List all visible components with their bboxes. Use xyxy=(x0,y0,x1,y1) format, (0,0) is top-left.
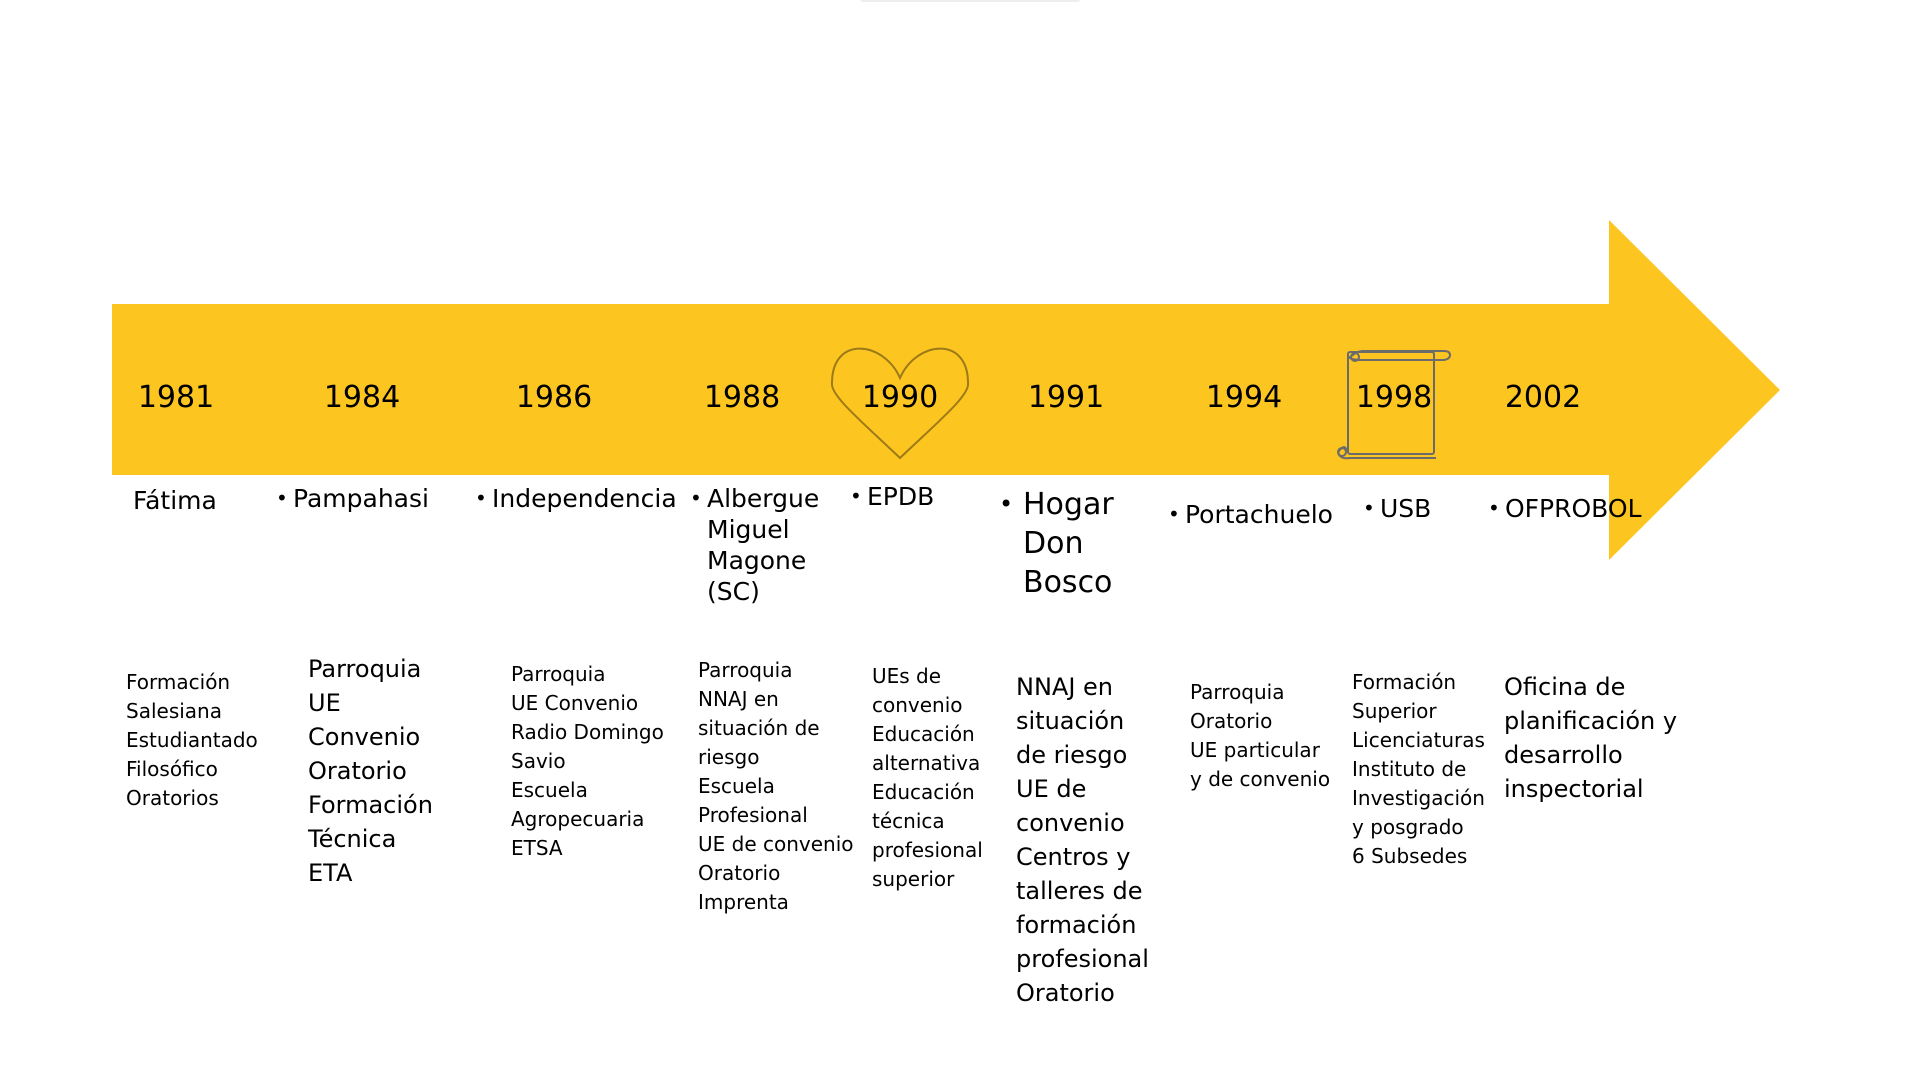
detail-line: formación xyxy=(1016,911,1137,939)
timeline-details xyxy=(872,662,983,894)
bullet-icon: • xyxy=(1363,496,1375,520)
detail-line: técnica xyxy=(872,809,945,833)
detail-line: Parroquia xyxy=(1190,680,1285,704)
timeline-year: 1984 xyxy=(323,380,401,415)
detail-line: inspectorial xyxy=(1504,775,1644,803)
bullet-icon: • xyxy=(1168,502,1180,526)
timeline-year: 1994 xyxy=(1205,380,1283,415)
timeline-place xyxy=(276,483,429,514)
detail-line: Savio xyxy=(511,749,566,773)
place-line: Pampahasi xyxy=(293,484,429,513)
detail-line: situación de xyxy=(698,716,820,740)
detail-line: Formación xyxy=(126,670,231,694)
detail-line: UE de convenio xyxy=(698,832,854,856)
place-line: USB xyxy=(1380,494,1432,523)
timeline-place xyxy=(850,481,935,512)
detail-line: UE xyxy=(308,689,341,717)
detail-line: desarrollo xyxy=(1504,741,1623,769)
place-line: Miguel xyxy=(707,515,790,544)
detail-line: UE de xyxy=(1016,775,1087,803)
detail-line: Oratorio xyxy=(1016,979,1115,1007)
detail-line: Agropecuaria xyxy=(511,807,645,831)
detail-line: Superior xyxy=(1352,699,1437,723)
detail-line: Educación xyxy=(872,722,975,746)
place-line: EPDB xyxy=(867,482,935,511)
timeline-details xyxy=(308,652,433,890)
detail-line: talleres de xyxy=(1016,877,1143,905)
detail-line: UEs de xyxy=(872,664,942,688)
detail-line: Salesiana xyxy=(126,699,222,723)
timeline-year: 1986 xyxy=(515,380,593,415)
timeline-place xyxy=(133,485,217,516)
detail-line: Oratorio xyxy=(698,861,781,885)
timeline-details xyxy=(1352,668,1485,871)
detail-line: y posgrado xyxy=(1352,815,1464,839)
detail-line: ETA xyxy=(308,859,353,887)
detail-line: Oratorio xyxy=(308,757,407,785)
place-line: Portachuelo xyxy=(1185,500,1333,529)
place-line: Magone xyxy=(707,546,807,575)
place-line: OFPROBOL xyxy=(1505,494,1642,523)
detail-line: de riesgo xyxy=(1016,741,1128,769)
timeline-year: 2002 xyxy=(1504,380,1582,415)
detail-line: alternativa xyxy=(872,751,981,775)
timeline-place xyxy=(1488,493,1642,524)
detail-line: Formación xyxy=(308,791,433,819)
detail-line: Imprenta xyxy=(698,890,789,914)
detail-line: Filosófico xyxy=(126,757,218,781)
detail-line: Oficina de xyxy=(1504,673,1626,701)
place-line: (SC) xyxy=(707,577,760,606)
place-line: Independencia xyxy=(492,484,677,513)
timeline-details xyxy=(1190,678,1330,794)
detail-line: Oratorio xyxy=(1190,709,1273,733)
detail-line: Formación xyxy=(1352,670,1457,694)
detail-line: convenio xyxy=(1016,809,1125,837)
timeline-details xyxy=(126,668,258,813)
timeline-place xyxy=(999,485,1114,602)
timeline-details xyxy=(1016,670,1149,1010)
detail-line: Escuela xyxy=(698,774,775,798)
detail-line: UE Convenio xyxy=(511,691,639,715)
timeline-details xyxy=(698,656,854,917)
detail-line: Investigación xyxy=(1352,786,1485,810)
bullet-icon: • xyxy=(999,490,1014,518)
timeline-year: 1990 xyxy=(861,380,939,415)
detail-line: 6 Subsedes xyxy=(1352,844,1468,868)
timeline-year: 1998 xyxy=(1355,380,1433,415)
detail-line: Oratorios xyxy=(126,786,219,810)
bullet-icon: • xyxy=(475,486,487,510)
place-line: Bosco xyxy=(1023,565,1113,600)
detail-line: Radio Domingo xyxy=(511,720,664,744)
place-line: Albergue xyxy=(707,484,820,513)
detail-line: superior xyxy=(872,867,955,891)
detail-line: Instituto de xyxy=(1352,757,1467,781)
bullet-icon: • xyxy=(1488,496,1500,520)
detail-line: Estudiantado xyxy=(126,728,258,752)
place-line: Fátima xyxy=(133,486,217,515)
timeline-place xyxy=(1363,493,1432,524)
place-line: Don xyxy=(1023,526,1084,561)
detail-line: riesgo xyxy=(698,745,760,769)
detail-line: planificación y xyxy=(1504,707,1678,735)
detail-line: Parroquia xyxy=(308,655,422,683)
timeline-place xyxy=(475,483,677,514)
timeline-year: 1981 xyxy=(137,380,215,415)
timeline-year: 1988 xyxy=(703,380,781,415)
detail-line: Licenciaturas xyxy=(1352,728,1485,752)
detail-line: situación xyxy=(1016,707,1125,735)
detail-line: Escuela xyxy=(511,778,588,802)
detail-line: NNAJ en xyxy=(1016,673,1114,701)
timeline-place xyxy=(690,483,820,607)
bullet-icon: • xyxy=(690,486,702,510)
timeline-year: 1991 xyxy=(1027,380,1105,415)
bullet-icon: • xyxy=(276,486,288,510)
detail-line: UE particular xyxy=(1190,738,1320,762)
detail-line: convenio xyxy=(872,693,963,717)
detail-line: Convenio xyxy=(308,723,421,751)
bullet-icon: • xyxy=(850,484,862,508)
detail-line: Profesional xyxy=(698,803,808,827)
timeline-place xyxy=(1168,499,1333,530)
timeline-details xyxy=(1504,670,1677,806)
detail-line: Técnica xyxy=(308,825,397,853)
detail-line: NNAJ en xyxy=(698,687,779,711)
detail-line: ETSA xyxy=(511,836,563,860)
detail-line: profesional xyxy=(872,838,983,862)
detail-line: Centros y xyxy=(1016,843,1131,871)
place-line: Hogar xyxy=(1023,487,1114,522)
detail-line: Educación xyxy=(872,780,975,804)
detail-line: Parroquia xyxy=(698,658,793,682)
detail-line: profesional xyxy=(1016,945,1149,973)
detail-line: Parroquia xyxy=(511,662,606,686)
detail-line: y de convenio xyxy=(1190,767,1331,791)
timeline-details xyxy=(511,660,664,863)
